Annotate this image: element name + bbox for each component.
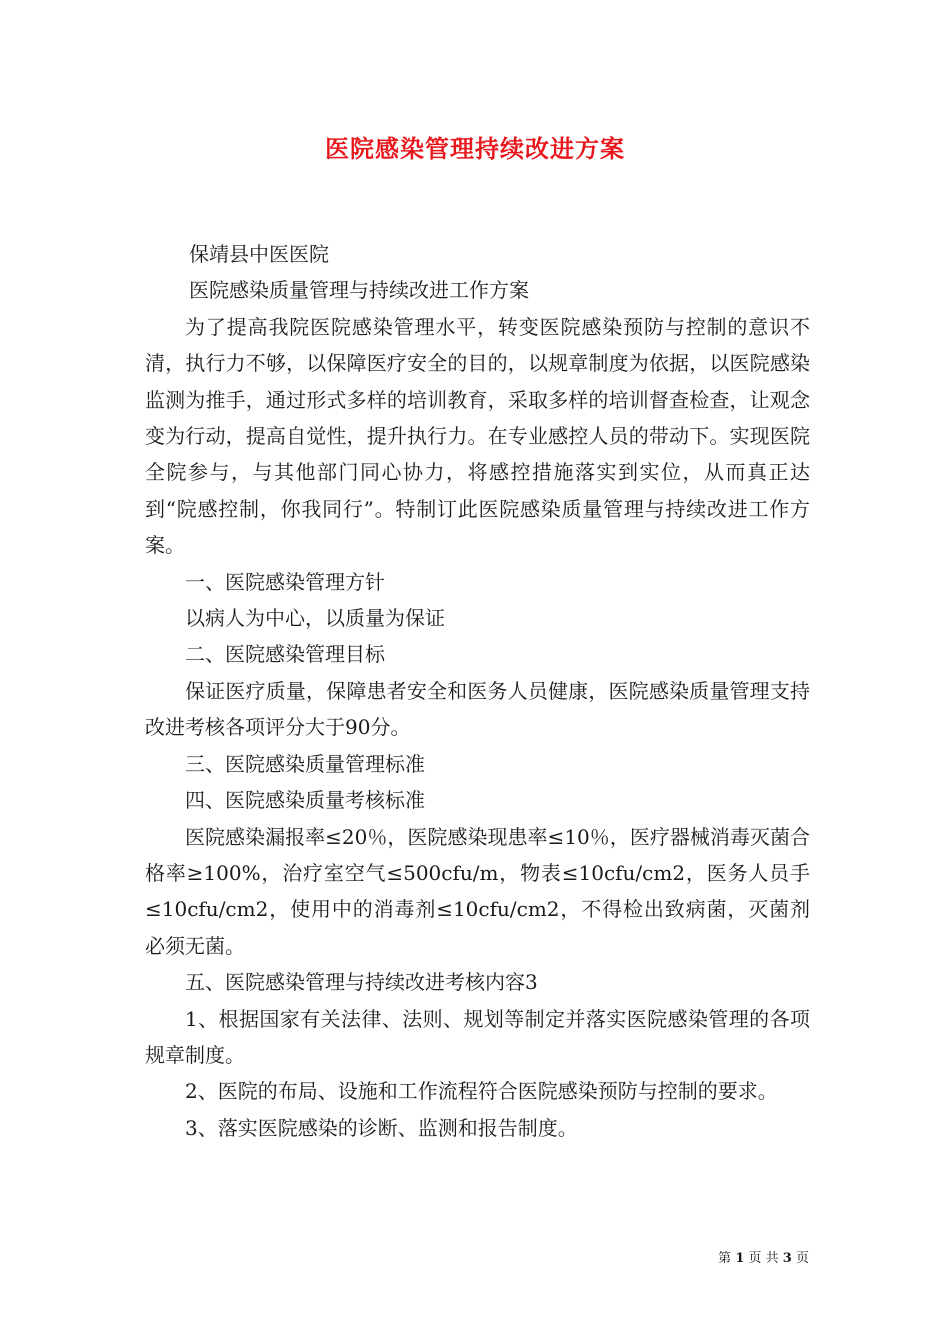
footer-total-pages: 3: [782, 1251, 792, 1266]
footer-prefix: 第: [718, 1251, 732, 1266]
document-body: [145, 236, 810, 1146]
list-item-1: 1、根据国家有关法律、法则、规划等制定并落实医院感染管理的各项规章制度。: [145, 1006, 810, 1067]
heading-section-3: 三、医院感染质量管理标准: [185, 751, 425, 776]
list-item-2: 2、医院的布局、设施和工作流程符合医院感染预防与控制的要求。: [185, 1079, 778, 1104]
list-item-3: 3、落实医院感染的诊断、监测和报告制度。: [185, 1115, 578, 1140]
heading-section-5: 五、医院感染管理与持续改进考核内容3: [185, 970, 538, 995]
paragraph-intro: 为了提高我院医院感染管理水平，转变医院感染预防与控制的意识不清，执行力不够，以保障医疗安全的目的，以规章制度为依据，以医院感染监测为推手，通过形式多样的培训教育，采取多样的培训督查检查，让观念变为行动，提高自觉性，提升执行力。在专业感控人员的带动下。实现医院全院参与，与其他部门同心协力，将感控措施落实到实位，从而真正达到“院感控制，你我同行”。特制订此医院感染质量管理与持续改进工作方案。: [145, 314, 810, 558]
footer-page-number: 1: [735, 1251, 745, 1266]
paragraph-section-4: 医院感染漏报率≤20％，医院感染现患率≤10％，医疗器械消毒灭菌合格率≥100%，治疗室空气≤500cfu/m，物表≤10cfu/cm2，医务人员手≤10cfu/cm2，使用中的消毒剂≤10cfu/cm2，不得检出致病菌，灭菌剂必须无菌。: [145, 824, 810, 958]
footer-middle: 页 共: [748, 1251, 779, 1266]
paragraph-organization: 保靖县中医医院: [189, 242, 329, 266]
heading-section-4: 四、医院感染质量考核标准: [185, 788, 425, 813]
paragraph-section-2: 保证医疗质量，保障患者安全和医务人员健康，医院感染质量管理支持改进考核各项评分大于90分。: [145, 678, 810, 740]
footer-suffix: 页: [795, 1251, 809, 1266]
document-title: 医院感染管理持续改进方案: [325, 134, 625, 163]
heading-section-2: 二、医院感染管理目标: [185, 642, 385, 667]
paragraph-section-1: 以病人为中心，以质量为保证: [185, 606, 445, 631]
heading-section-1: 一、医院感染管理方针: [185, 569, 385, 594]
paragraph-plan-name: 医院感染质量管理与持续改进工作方案: [189, 278, 529, 303]
page-footer: [718, 1247, 809, 1266]
